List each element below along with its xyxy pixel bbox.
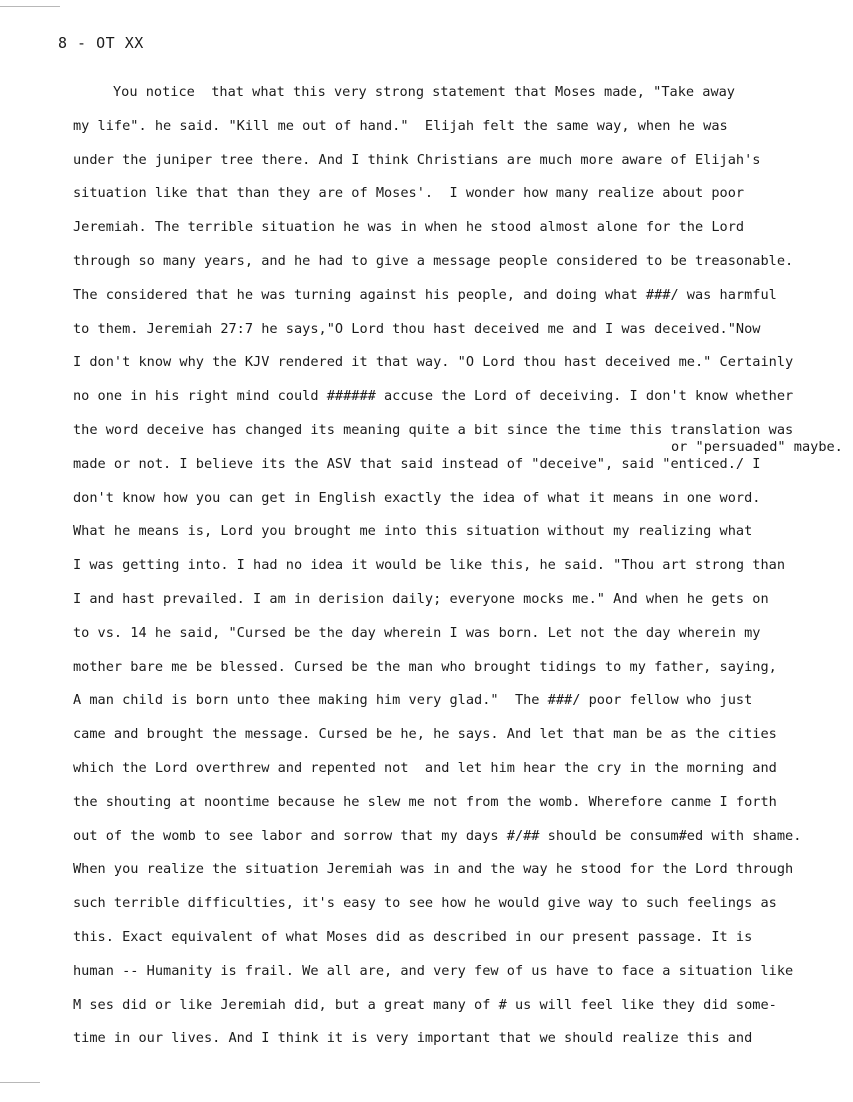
text-line: through so many years, and he had to give a message people considered to be treasonable. (73, 252, 794, 269)
text-line: You notice that what this very strong statement that Moses made, "Take away (113, 84, 735, 100)
text-line: I don't know why the KJV rendered it that way. "O Lord thou hast deceived me." Certainly (73, 354, 794, 371)
text-line: out of the womb to see labor and sorrow that my days #/## should be consum#ed with shame. (73, 827, 802, 844)
text-line: the shouting at noontime because he slew me not from the womb. Wherefore canme I forth (73, 793, 777, 810)
text-line: situation like that than they are of Moses'. I wonder how many realize about poor (73, 185, 745, 202)
scan-mark-bottom (0, 1082, 40, 1083)
text-line: made or not. I believe its the ASV that said instead of "deceive", said "enticed./ I (73, 455, 761, 472)
page-header: 8 - OT XX (58, 34, 144, 52)
text-line: time in our lives. And I think it is very important that we should realize this and (73, 1030, 753, 1047)
text-line: to them. Jeremiah 27:7 he says,"O Lord thou hast deceived me and I was deceived."Now (73, 320, 761, 337)
text-line: to vs. 14 he said, "Cursed be the day wherein I was born. Let not the day wherein my (73, 624, 761, 641)
text-line: What he means is, Lord you brought me into this situation without my realizing what (73, 523, 753, 540)
scan-mark-top (0, 6, 60, 7)
typed-body-text (73, 82, 843, 1062)
text-line: mother bare me be blessed. Cursed be the man who brought tidings to my father, saying, (73, 658, 777, 675)
text-line: which the Lord overthrew and repented not and let him hear the cry in the morning and (73, 759, 777, 776)
text-line: A man child is born unto thee making him very glad." The ###/ poor fellow who just (73, 692, 753, 709)
text-line: I was getting into. I had no idea it would be like this, he said. "Thou art strong than (73, 557, 786, 574)
interlinear-insertion: or "persuaded" maybe. (671, 438, 843, 455)
text-line: When you realize the situation Jeremiah was in and the way he stood for the Lord through (73, 861, 794, 878)
text-line: human -- Humanity is frail. We all are, and very few of us have to face a situation like (73, 962, 794, 979)
text-line: this. Exact equivalent of what Moses did as described in our present passage. It is (73, 928, 753, 945)
text-line: I and hast prevailed. I am in derision daily; everyone mocks me." And when he gets on (73, 590, 769, 607)
text-line: the word deceive has changed its meaning quite a bit since the time this translation was (73, 421, 794, 438)
text-line: don't know how you can get in English exactly the idea of what it means in one word. (73, 489, 761, 506)
text-line: under the juniper tree there. And I think Christians are much more aware of Elijah's (73, 151, 761, 168)
text-line: my life". he said. "Kill me out of hand." Elijah felt the same way, when he was (73, 117, 728, 134)
text-line: Jeremiah. The terrible situation he was in when he stood almost alone for the Lord (73, 219, 745, 236)
text-line: M ses did or like Jeremiah did, but a great many of # us will feel like they did some- (73, 996, 777, 1013)
text-line: such terrible difficulties, it's easy to see how he would give way to such feelings as (73, 895, 777, 912)
text-line: The considered that he was turning against his people, and doing what ###/ was harmful (73, 286, 777, 303)
text-line: no one in his right mind could ###### accuse the Lord of deceiving. I don't know whether (73, 388, 794, 405)
text-line: came and brought the message. Cursed be he, he says. And let that man be as the cities (73, 726, 777, 743)
